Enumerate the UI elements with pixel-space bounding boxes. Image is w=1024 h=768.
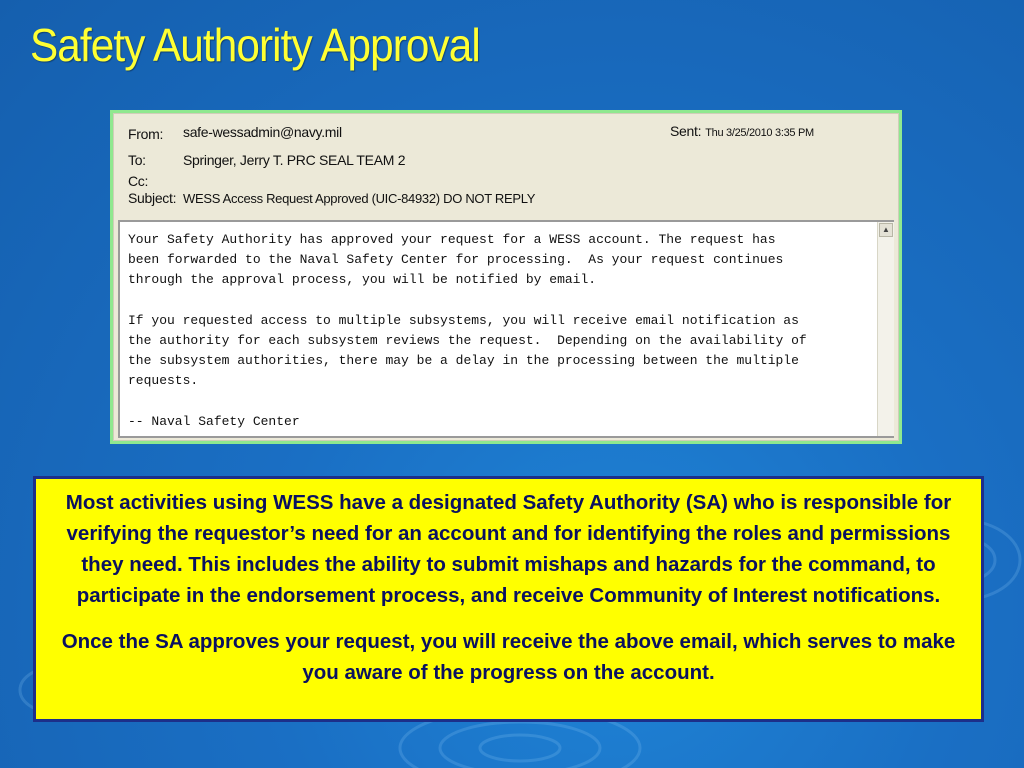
email-body-scrollbar[interactable] (877, 222, 894, 436)
scroll-up-arrow-icon[interactable]: ▲ (879, 223, 893, 237)
email-cc-row (128, 173, 148, 189)
explanation-callout (33, 476, 984, 722)
subject-value: WESS Access Request Approved (UIC-84932) DO NOT REPLY (183, 191, 536, 206)
callout-paragraph-2: Once the SA approves your request, you will receive the above email, which serves to make you aware of the progress on the account. (61, 630, 956, 684)
email-subject-row (128, 190, 536, 206)
from-label: From: (128, 126, 164, 142)
from-value: safe-wessadmin@navy.mil (183, 124, 342, 140)
email-window (113, 113, 899, 441)
sent-label: Sent: (670, 123, 702, 139)
email-screenshot (110, 110, 902, 444)
sent-value: Thu 3/25/2010 3:35 PM (705, 127, 814, 139)
email-body-pane[interactable] (118, 220, 894, 438)
callout-paragraph-1: Most activities using WESS have a designated Safety Authority (SA) who is responsible for verifying the requestor’s need for an account and for identifying the roles and permissions they need. This includes the ability to submit mishaps and hazards for the command, to participate in the endorsement process, and receive Community of Interest notifications. (65, 491, 952, 607)
email-body-text: Your Safety Authority has approved your request for a WESS account. The request has been forwarded to the Naval Safety Center for processing. As your request continues through the approval process, you will be notified by email. If you requested access to multiple subsystems, you will receive email notification as the authority for each subsystem reviews the request. Depending on the availability of the subsystem authorities, there may be a delay in the processing between the multiple requests. -- Naval Safety Center (128, 232, 807, 429)
email-sent-row (670, 123, 814, 139)
email-from-row (128, 124, 342, 142)
cc-label: Cc: (128, 173, 149, 189)
subject-label: Subject: (128, 190, 177, 206)
email-to-row (128, 152, 406, 168)
to-label: To: (128, 152, 146, 168)
slide-title: Safety Authority Approval (30, 19, 480, 71)
to-value: Springer, Jerry T. PRC SEAL TEAM 2 (183, 152, 406, 168)
